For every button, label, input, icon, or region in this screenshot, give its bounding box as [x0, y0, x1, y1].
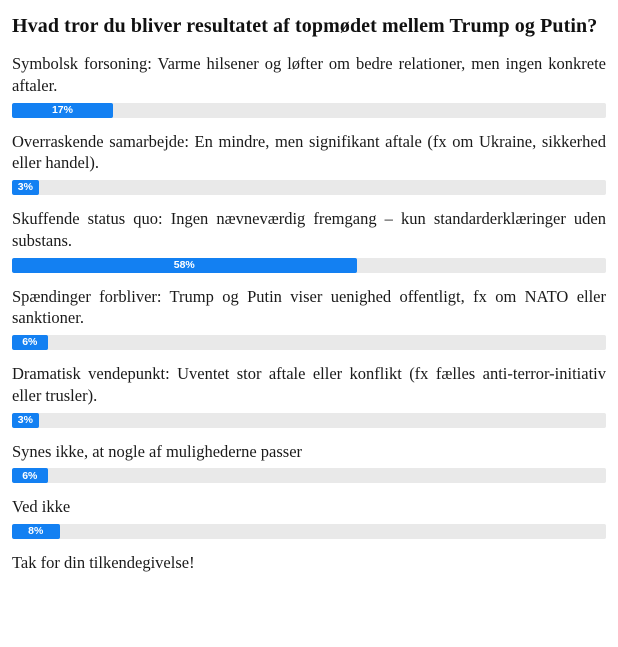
poll-option-label: Overraskende samarbejde: En mindre, men signifikant aftale (fx om Ukraine, sikkerhed eller handel). [12, 131, 606, 173]
poll-option-bar-track [12, 335, 606, 350]
poll-option-percent: 17% [51, 103, 73, 116]
poll-option-bar-track [12, 413, 606, 428]
poll-option-percent: 6% [22, 336, 38, 349]
poll-option-bar-fill [12, 258, 357, 273]
poll-option-bar-track [12, 180, 606, 195]
thank-you-message: Tak for din tilkendegivelse! [12, 553, 195, 573]
poll-option-label: Dramatisk vendepunkt: Uventet stor aftale eller konflikt (fx fælles anti-terror-initiativ eller trusler). [12, 364, 606, 405]
poll-option-label: Spændinger forbliver: Trump og Putin viser uenighed offentligt, fx om NATO eller sanktioner. [12, 286, 606, 328]
poll-option-bar-fill [12, 413, 39, 428]
poll-option[interactable] [12, 131, 606, 196]
poll-option-bar-fill [12, 468, 48, 483]
poll-option[interactable] [12, 441, 606, 484]
poll-option[interactable] [12, 208, 606, 273]
poll-option-percent: 3% [17, 181, 33, 194]
poll-option-percent: 8% [28, 525, 44, 538]
poll-option[interactable] [12, 496, 606, 539]
poll-option-bar-fill [12, 180, 39, 195]
poll-option-label: Skuffende status quo: Ingen nævneværdig fremgang – kun standarderklæringer uden substans. [12, 209, 606, 250]
poll-option-bar-fill [12, 524, 60, 539]
poll-option-bar-track [12, 524, 606, 539]
poll-option[interactable] [12, 286, 606, 351]
poll-option-percent: 3% [17, 413, 33, 426]
poll-option-bar-track [12, 103, 606, 118]
poll-option-percent: 6% [22, 469, 38, 482]
poll-option-bar-track [12, 258, 606, 273]
poll-option[interactable] [12, 363, 606, 428]
poll-option-label: Symbolsk forsoning: Varme hilsener og løfter om bedre relationer, men ingen konkrete aftaler. [12, 54, 606, 95]
poll-option-bar-track [12, 468, 606, 483]
poll-option-label: Synes ikke, at nogle af mulighederne passer [12, 441, 303, 461]
page-title: Hvad tror du bliver resultatet af topmødet mellem Trump og Putin? [12, 15, 598, 37]
poll-option-percent: 58% [173, 258, 195, 271]
poll-option-label: Ved ikke [12, 497, 71, 517]
poll-option[interactable] [12, 53, 606, 118]
poll-option-bar-fill [12, 103, 113, 118]
poll-option-bar-fill [12, 335, 48, 350]
